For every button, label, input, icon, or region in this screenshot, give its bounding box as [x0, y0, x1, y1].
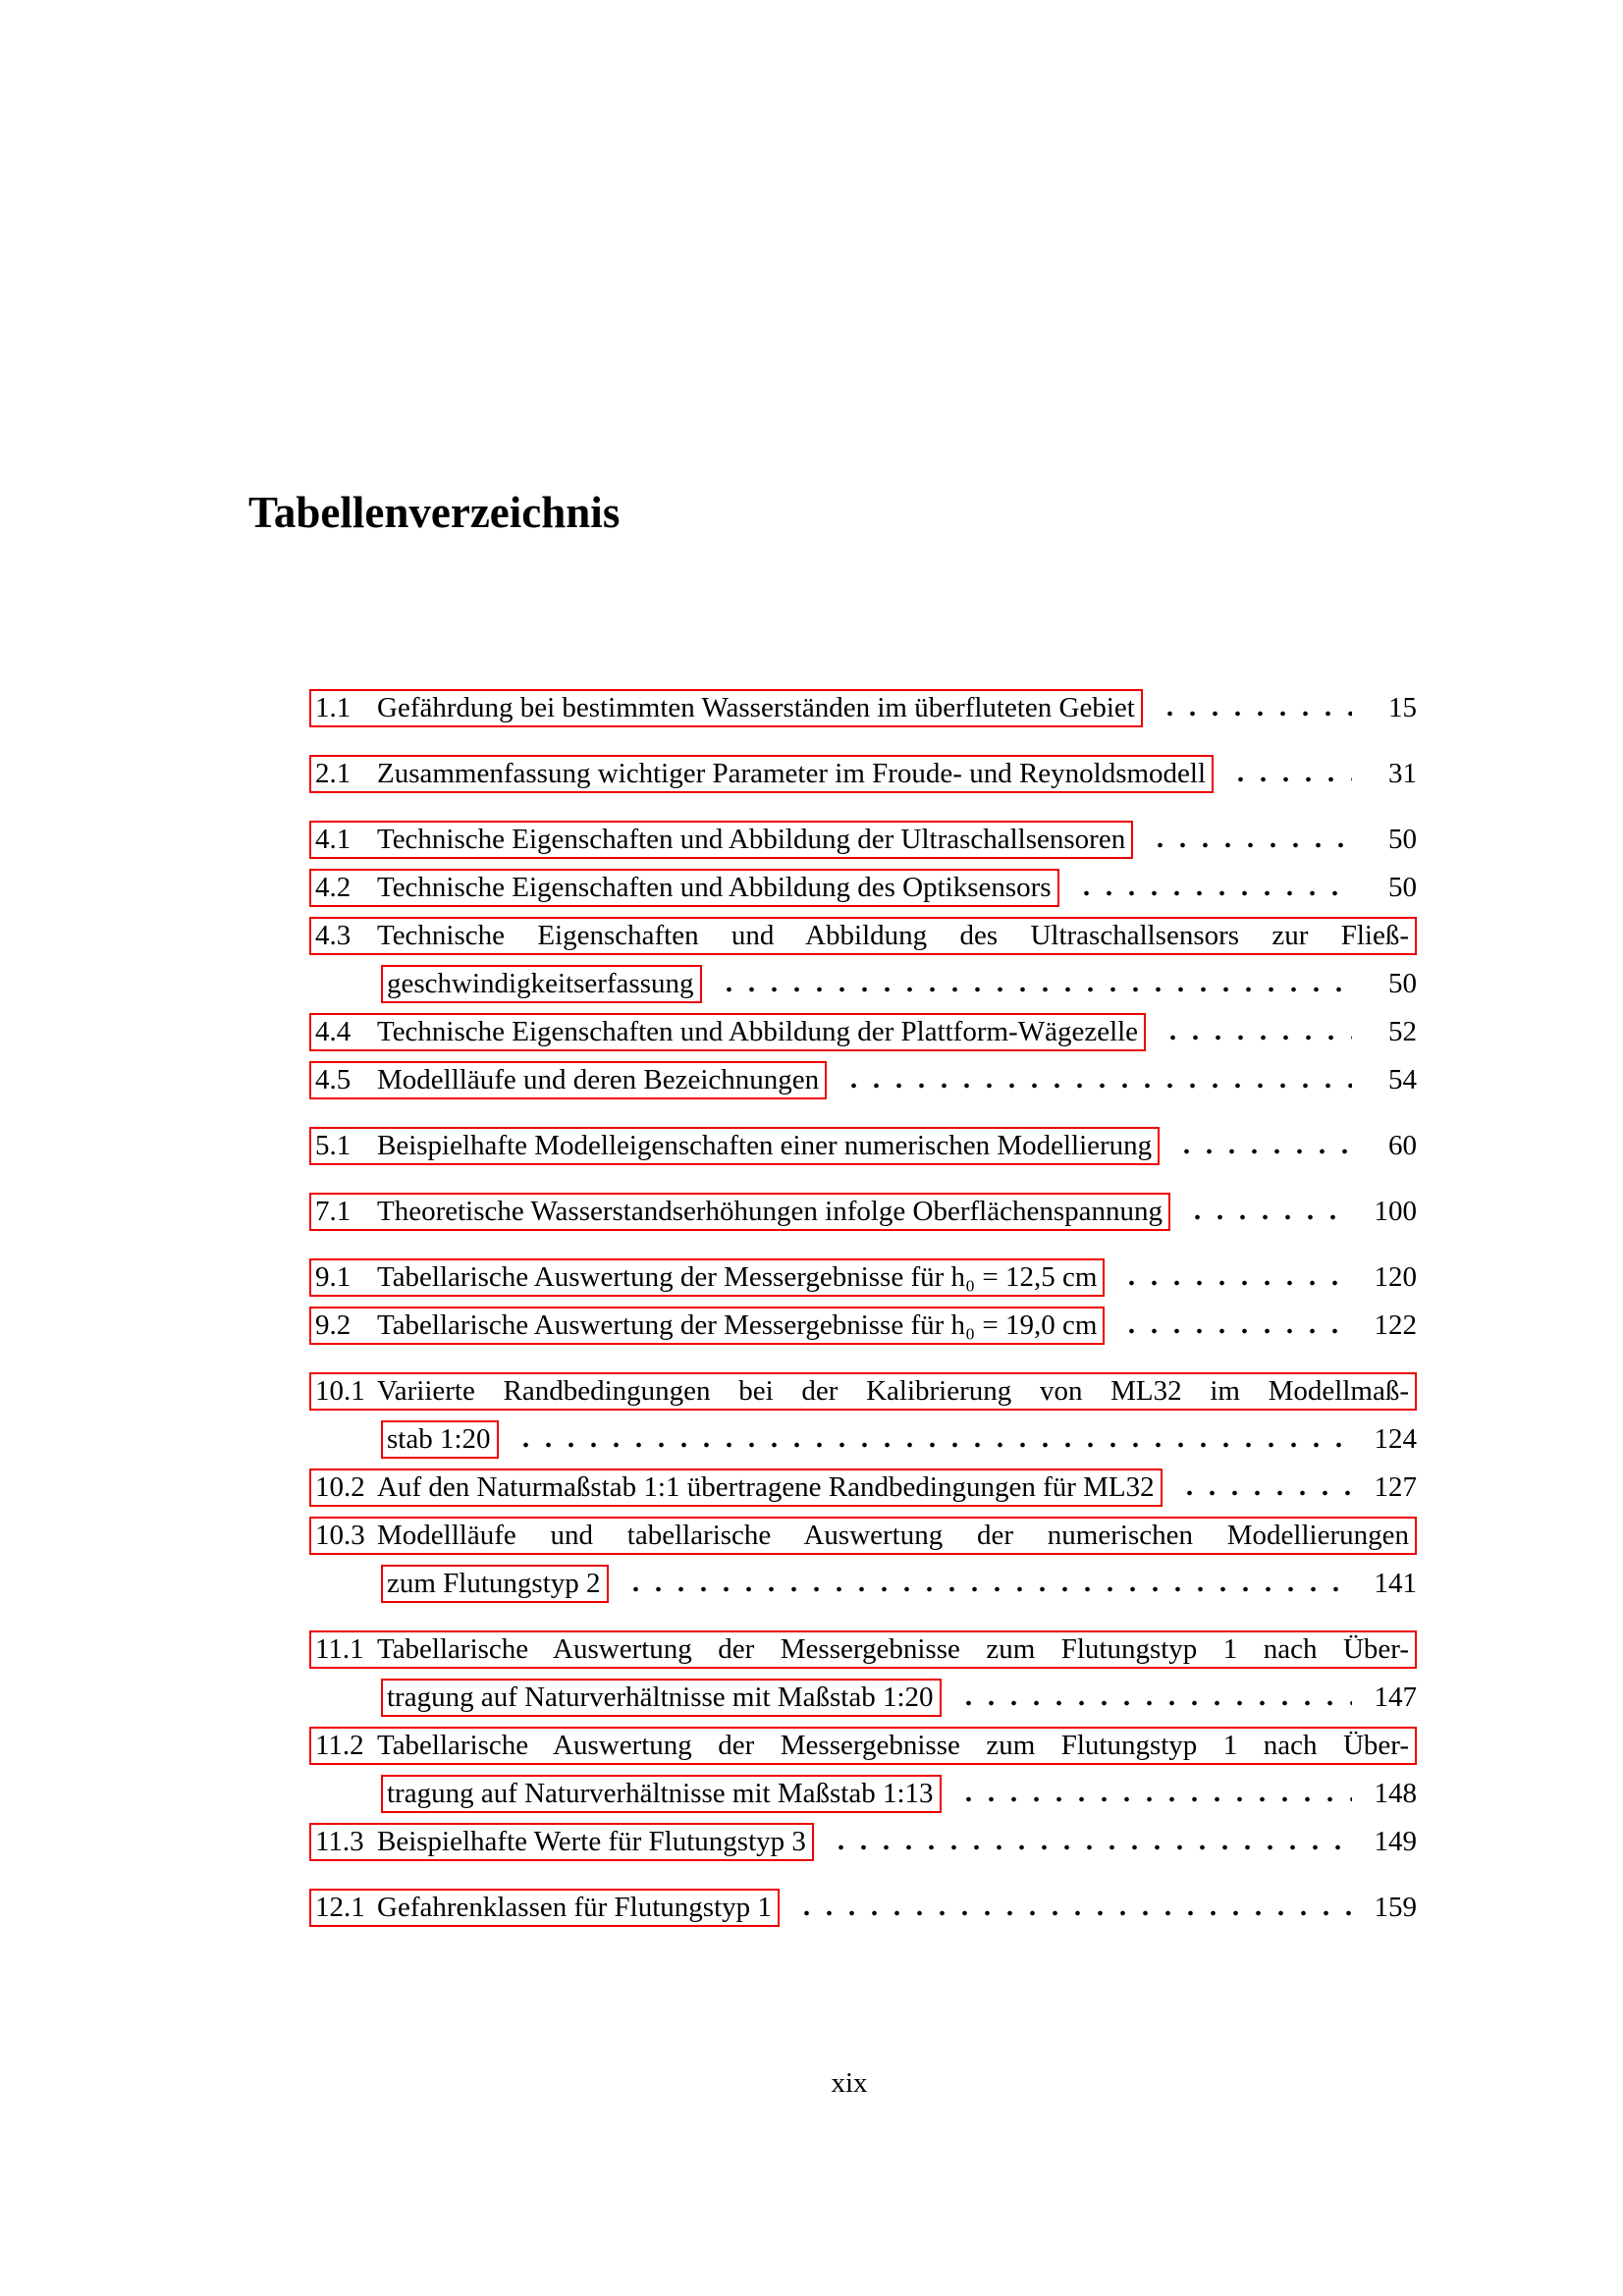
entry-number: 4.1 [315, 824, 352, 855]
entry-title: tragung auf Naturverhältnisse mit Maßstab 1:13 [387, 1778, 934, 1809]
toc-entry-row [309, 1420, 1417, 1459]
dot-leader [1180, 1206, 1352, 1220]
toc-entry-row [309, 1013, 1417, 1051]
entry-page-number: 122 [1374, 1309, 1417, 1341]
dot-leader [824, 1837, 1352, 1850]
toc-entry-link[interactable] [309, 1468, 1163, 1507]
dot-leader [837, 1075, 1352, 1089]
toc-entry-link[interactable] [309, 1823, 814, 1861]
entry-title: Modellläufe und deren Bezeichnungen [377, 1064, 820, 1095]
entry-title: Tabellarische Auswertung der Messergebnisse zum Flutungstyp 1 nach Über- [377, 1633, 1409, 1665]
dot-leader [1223, 769, 1352, 782]
toc-entry-link[interactable] [381, 1565, 609, 1603]
entry-number: 12.1 [315, 1892, 365, 1923]
toc-entry-link[interactable] [381, 1679, 942, 1717]
toc-entry-row [309, 1823, 1417, 1861]
entry-page-number: 50 [1388, 872, 1417, 903]
toc-entry-link[interactable] [309, 1307, 1105, 1345]
entry-title: Beispielhafte Modelleigenschaften einer numerischen Modellierung [377, 1130, 1153, 1161]
dot-leader [619, 1578, 1352, 1592]
entry-page-number: 54 [1388, 1064, 1417, 1095]
dot-leader [1169, 1141, 1352, 1154]
entry-title: Technische Eigenschaften und Abbildung des Ultraschallsensors zur Fließ- [377, 920, 1409, 951]
entry-page-number: 60 [1388, 1130, 1417, 1161]
toc-entry-row [309, 1061, 1417, 1099]
page-footer-number: xix [831, 2067, 868, 2099]
toc-entry-link[interactable] [381, 965, 702, 1003]
toc-entry-link[interactable] [309, 1127, 1160, 1165]
entry-number: 11.3 [315, 1826, 364, 1857]
entry-title: Tabellarische Auswertung der Messergebnisse für h₀ = 19,0 cm [377, 1309, 1098, 1341]
toc-entry-row [309, 1307, 1417, 1345]
toc-entry-link[interactable] [381, 1775, 942, 1813]
entry-number: 10.1 [315, 1375, 365, 1407]
toc-entry-link[interactable] [309, 1372, 1417, 1411]
dot-leader [789, 1902, 1352, 1916]
entry-number: 4.2 [315, 872, 352, 903]
toc-entry-link[interactable] [309, 1517, 1417, 1555]
entry-page-number: 147 [1374, 1682, 1417, 1713]
entry-number: 2.1 [315, 758, 352, 789]
toc-entry-link[interactable] [309, 917, 1417, 955]
entry-number: 9.2 [315, 1309, 352, 1341]
toc-entry-link[interactable] [309, 1061, 827, 1099]
dot-leader [951, 1789, 1352, 1802]
entry-title: Variierte Randbedingungen bei der Kalibrierung von ML32 im Modellmaß- [377, 1375, 1409, 1407]
entry-title: tragung auf Naturverhältnisse mit Maßstab 1:20 [387, 1682, 934, 1713]
entry-number: 7.1 [315, 1196, 352, 1227]
entry-page-number: 120 [1374, 1261, 1417, 1293]
entry-page-number: 31 [1388, 758, 1417, 789]
entry-title: Technische Eigenschaften und Abbildung des Optiksensors [377, 872, 1052, 903]
entry-title: zum Flutungstyp 2 [387, 1568, 601, 1599]
entry-title: Zusammenfassung wichtiger Parameter im Froude- und Reynoldsmodell [377, 758, 1207, 789]
entry-page-number: 52 [1388, 1016, 1417, 1047]
entry-number: 4.3 [315, 920, 352, 951]
entry-page-number: 149 [1374, 1826, 1417, 1857]
entry-title: Technische Eigenschaften und Abbildung der Ultraschallsensoren [377, 824, 1126, 855]
toc-entry-row [309, 1258, 1417, 1297]
entry-number: 5.1 [315, 1130, 352, 1161]
entry-title: Modellläufe und tabellarische Auswertung der numerischen Modellierungen [377, 1520, 1409, 1551]
dot-leader [509, 1434, 1352, 1448]
toc-entry-row [309, 917, 1417, 955]
entry-title: Gefahrenklassen für Flutungstyp 1 [377, 1892, 772, 1923]
entry-number: 9.1 [315, 1261, 352, 1293]
toc-list [309, 689, 1417, 1937]
entry-title: Auf den Naturmaßstab 1:1 übertragene Randbedingungen für ML32 [377, 1471, 1155, 1503]
toc-entry-link[interactable] [309, 689, 1143, 727]
entry-page-number: 50 [1388, 824, 1417, 855]
toc-entry-link[interactable] [309, 1193, 1170, 1231]
toc-entry-link[interactable] [309, 1889, 780, 1927]
entry-title: Tabellarische Auswertung der Messergebnisse zum Flutungstyp 1 nach Über- [377, 1730, 1409, 1761]
dot-leader [1069, 882, 1352, 896]
toc-entry-row [309, 1889, 1417, 1927]
entry-title: stab 1:20 [387, 1423, 491, 1455]
entry-title: Technische Eigenschaften und Abbildung der Plattform-Wägezelle [377, 1016, 1139, 1047]
entry-page-number: 100 [1374, 1196, 1417, 1227]
toc-entry-link[interactable] [309, 821, 1133, 859]
toc-entry-link[interactable] [309, 869, 1059, 907]
toc-entry-row [309, 755, 1417, 793]
entry-page-number: 124 [1374, 1423, 1417, 1455]
entry-title: Beispielhafte Werte für Flutungstyp 3 [377, 1826, 806, 1857]
dot-leader [1114, 1320, 1352, 1334]
dot-leader [1114, 1272, 1352, 1286]
toc-entry-link[interactable] [309, 1013, 1146, 1051]
toc-entry-row [309, 1630, 1417, 1669]
toc-entry-row [309, 1565, 1417, 1603]
toc-entry-link[interactable] [309, 1258, 1105, 1297]
entry-number: 11.1 [315, 1633, 364, 1665]
dot-leader [1156, 1027, 1352, 1041]
toc-entry-row [309, 689, 1417, 727]
entry-page-number: 159 [1374, 1892, 1417, 1923]
entry-number: 10.3 [315, 1520, 365, 1551]
toc-entry-link[interactable] [309, 1630, 1417, 1669]
dot-leader [712, 979, 1353, 992]
toc-entry-link[interactable] [309, 1727, 1417, 1765]
toc-entry-row [309, 1517, 1417, 1555]
entry-number: 4.4 [315, 1016, 352, 1047]
toc-entry-row [309, 1193, 1417, 1231]
entry-page-number: 141 [1374, 1568, 1417, 1599]
page-title: Tabellenverzeichnis [248, 488, 621, 537]
entry-title: geschwindigkeitserfassung [387, 968, 694, 999]
toc-entry-link[interactable] [309, 755, 1214, 793]
toc-entry-row [309, 1679, 1417, 1717]
toc-entry-row [309, 821, 1417, 859]
entry-title: Tabellarische Auswertung der Messergebnisse für h₀ = 12,5 cm [377, 1261, 1098, 1293]
dot-leader [951, 1692, 1352, 1706]
dot-leader [1172, 1482, 1352, 1496]
entry-page-number: 148 [1374, 1778, 1417, 1809]
toc-entry-row [309, 1775, 1417, 1813]
entry-number: 4.5 [315, 1064, 352, 1095]
entry-page-number: 15 [1388, 692, 1417, 723]
toc-entry-row [309, 965, 1417, 1003]
toc-entry-row [309, 1727, 1417, 1765]
entry-number: 1.1 [315, 692, 352, 723]
dot-leader [1143, 834, 1352, 848]
entry-page-number: 127 [1374, 1471, 1417, 1503]
toc-entry-link[interactable] [381, 1420, 499, 1459]
toc-entry-row [309, 1372, 1417, 1411]
toc-entry-row [309, 869, 1417, 907]
entry-title: Gefährdung bei bestimmten Wasserständen im überfluteten Gebiet [377, 692, 1135, 723]
entry-title: Theoretische Wasserstandserhöhungen infolge Oberflächenspannung [377, 1196, 1163, 1227]
dot-leader [1153, 703, 1352, 717]
toc-entry-row [309, 1127, 1417, 1165]
entry-page-number: 50 [1388, 968, 1417, 999]
entry-number: 10.2 [315, 1471, 365, 1503]
entry-number: 11.2 [315, 1730, 364, 1761]
toc-entry-row [309, 1468, 1417, 1507]
